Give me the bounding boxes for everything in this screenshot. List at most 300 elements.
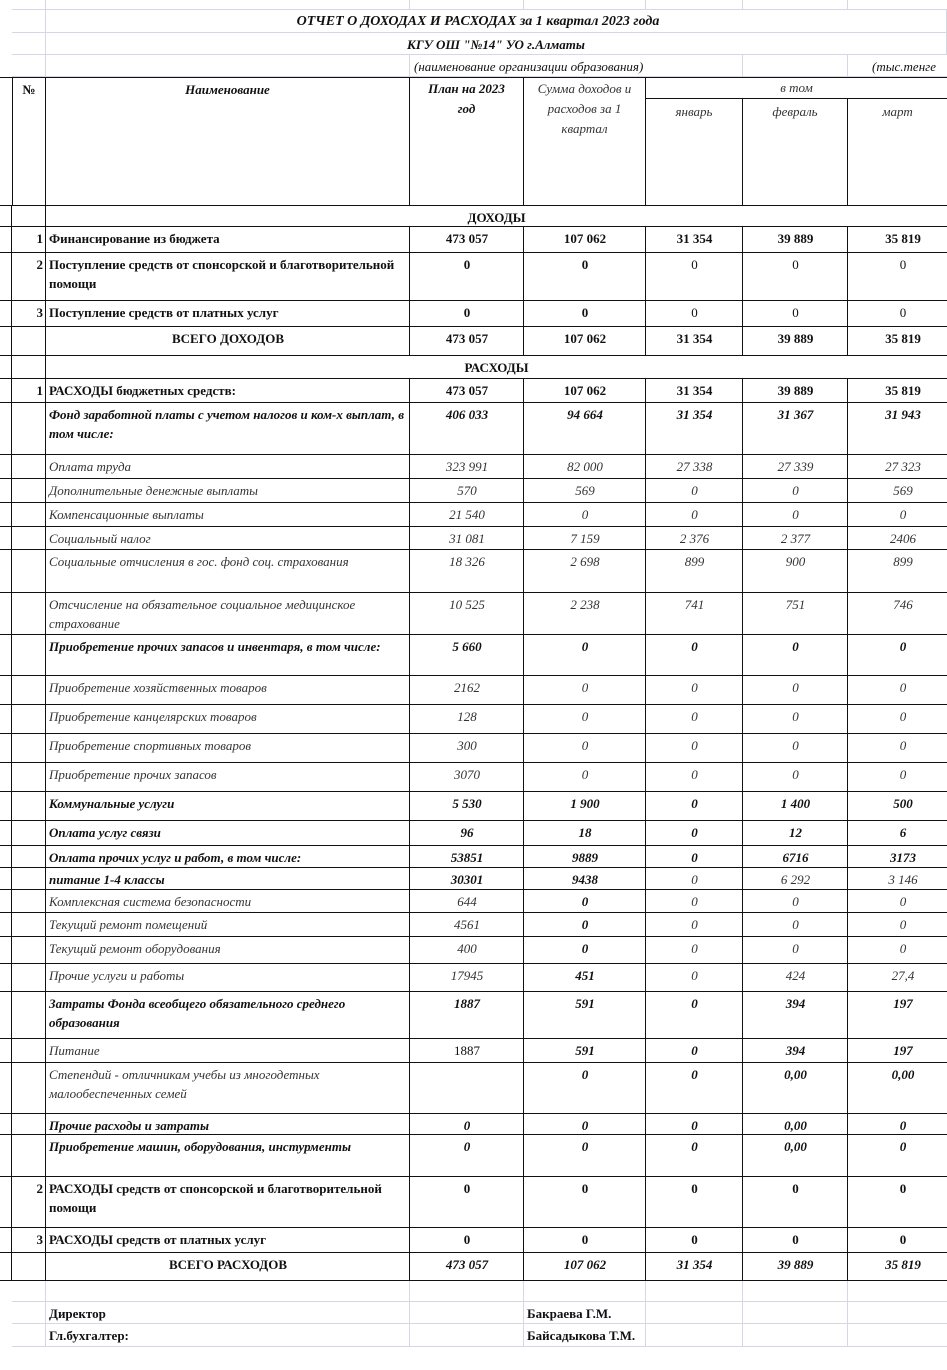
- cell-mar: 899: [893, 554, 913, 569]
- table-rule: [523, 1114, 524, 1134]
- cell-plan: 128: [457, 709, 477, 724]
- cell-no: [12, 527, 46, 549]
- cell-mar: 197: [893, 1043, 913, 1058]
- table-rule: [742, 253, 743, 300]
- table-rule: [847, 846, 848, 867]
- table-row: [0, 550, 947, 593]
- table-row: [0, 846, 947, 868]
- cell-sum: 591: [575, 1043, 595, 1058]
- table-rule: [409, 593, 410, 634]
- table-rule: [11, 1114, 12, 1134]
- table-rule: [645, 1114, 646, 1134]
- table-rule: [523, 403, 524, 454]
- cell-name: Финансирование из бюджета: [49, 231, 220, 246]
- table-rule: [45, 846, 46, 867]
- cell-feb: 39 889: [777, 1257, 814, 1272]
- cell-no: [12, 550, 46, 592]
- grid-cell: [12, 10, 46, 33]
- table-rule: [847, 868, 848, 889]
- cell-mar: 35 819: [885, 383, 921, 398]
- cell-jan: 31 354: [676, 231, 713, 246]
- spacer-row: [0, 0, 947, 10]
- cell-no: [12, 1253, 46, 1280]
- cell-no: [12, 635, 46, 675]
- cell-jan: 899: [684, 554, 705, 569]
- table-rule: [523, 705, 524, 733]
- cell-name: ВСЕГО ДОХОДОВ: [172, 331, 284, 346]
- cell-name: Социальный налог: [49, 531, 151, 546]
- cell-jan: 0: [691, 968, 698, 983]
- table-rule: [645, 503, 646, 526]
- cell-jan: 0: [691, 639, 698, 654]
- table-rule: [45, 527, 46, 549]
- cell-name: Прочие расходы и затраты: [49, 1118, 209, 1133]
- table-rule: [523, 1177, 524, 1227]
- table-rule: [11, 403, 12, 454]
- cell-feb: 1 400: [780, 796, 811, 811]
- cell-feb: 0: [792, 917, 799, 932]
- table-rule: [409, 868, 410, 889]
- table-rule: [45, 1177, 46, 1227]
- cell-jan: 31 354: [676, 407, 713, 422]
- cell-name: РАСХОДЫ средств от спонсорской и благотворительной помощи: [49, 1181, 382, 1215]
- cell-plan: 473 057: [445, 231, 489, 246]
- table-row: [0, 1228, 947, 1253]
- cell-name: РАСХОДЫ бюджетных средств:: [49, 383, 236, 398]
- table-rule: [742, 705, 743, 733]
- table-rule: [11, 356, 12, 378]
- table-rule: [11, 550, 12, 592]
- title-cell: [46, 10, 947, 33]
- table-rule: [11, 705, 12, 733]
- cell-name: Текущий ремонт помещений: [49, 917, 208, 932]
- table-rule: [11, 1177, 12, 1227]
- cell-sum: 107 062: [563, 331, 607, 346]
- table-rule: [847, 550, 848, 592]
- cell-feb: 0: [792, 305, 799, 320]
- table-row: [0, 527, 947, 550]
- table-rule: [742, 1253, 743, 1280]
- table-row: [0, 763, 947, 792]
- table-rule: [45, 1228, 46, 1252]
- cell-mar: 197: [893, 996, 913, 1011]
- table-rule: [523, 676, 524, 704]
- table-rule: [523, 868, 524, 889]
- table-rule: [11, 379, 12, 402]
- table-rule: [847, 821, 848, 845]
- table-rule: [742, 455, 743, 478]
- cell-jan: 0: [691, 1232, 698, 1247]
- table-rule: [409, 890, 410, 912]
- table-rule: [11, 327, 12, 355]
- table-row: [0, 964, 947, 992]
- table-rule: [45, 763, 46, 791]
- table-rule: [645, 479, 646, 502]
- table-rule: [409, 821, 410, 845]
- cell-plan: 400: [457, 941, 477, 956]
- cell-sum: 0: [581, 709, 589, 724]
- cell-mar: 0: [899, 738, 907, 753]
- table-rule: [523, 1253, 524, 1280]
- cell-mar: 27 323: [885, 459, 921, 474]
- cell-mar: 746: [893, 597, 913, 612]
- table-rule: [45, 913, 46, 936]
- table-rule: [742, 227, 743, 252]
- cell-name: Коммунальные услуги: [49, 796, 175, 811]
- cell-plan: 473 057: [445, 1257, 489, 1272]
- grid-cell: [46, 0, 410, 10]
- cell-jan: 0: [691, 305, 698, 320]
- cell-no: [12, 479, 46, 502]
- cell-feb: 0: [792, 894, 799, 909]
- cell-sum: 9438: [572, 872, 598, 887]
- cell-jan: 0: [691, 996, 698, 1011]
- table-rule: [645, 379, 646, 402]
- cell-mar: 35 819: [885, 331, 921, 346]
- table-rule: [523, 821, 524, 845]
- table-rule: [409, 964, 410, 991]
- table-rule: [742, 327, 743, 355]
- table-row: [0, 913, 947, 937]
- cell-no: [12, 846, 46, 867]
- table-rule: [45, 734, 46, 762]
- table-rule: [523, 734, 524, 762]
- cell-mar: 0: [899, 1181, 907, 1196]
- column-header-jan: январь: [646, 99, 743, 205]
- grid-cell: [743, 1281, 848, 1302]
- table-rule: [645, 1177, 646, 1227]
- table-rule: [847, 792, 848, 820]
- table-rule: [847, 379, 848, 402]
- cell-feb: 0: [792, 941, 799, 956]
- cell-jan: 0: [691, 483, 698, 498]
- table-rule: [45, 821, 46, 845]
- cell-no: [12, 992, 46, 1038]
- table-rule: [409, 479, 410, 502]
- cell-feb: 39 889: [777, 383, 814, 398]
- cell-plan: 473 057: [445, 383, 489, 398]
- table-rule: [645, 327, 646, 355]
- spacer-row: [0, 1281, 947, 1302]
- cell-name: Дополнительные денежные выплаты: [49, 483, 258, 498]
- table-rule: [847, 1228, 848, 1252]
- cell-sum: 1 900: [570, 796, 600, 811]
- table-rule: [645, 1253, 646, 1280]
- table-rule: [847, 1177, 848, 1227]
- table-rule: [45, 301, 46, 326]
- table-row: [0, 792, 947, 821]
- column-header-mar: март: [882, 104, 913, 119]
- table-rule: [645, 676, 646, 704]
- table-rule: [409, 846, 410, 867]
- table-rule: [645, 593, 646, 634]
- grid-cell: [410, 1302, 524, 1324]
- table-rule: [45, 1063, 46, 1113]
- table-rule: [11, 868, 12, 889]
- cell-feb: 6716: [782, 850, 809, 865]
- cell-jan: 0: [691, 796, 698, 811]
- cell-name: Приобретение спортивных товаров: [49, 738, 251, 753]
- cell-jan: 31 354: [676, 1257, 713, 1272]
- cell-mar: 35 819: [885, 231, 921, 246]
- accountant-name: Байсадыкова Т.М.: [524, 1324, 646, 1347]
- table-rule: [11, 479, 12, 502]
- table-rule: [742, 821, 743, 845]
- table-rule: [847, 1039, 848, 1062]
- cell-no: 2: [36, 257, 43, 272]
- cell-plan: 0: [463, 1232, 471, 1247]
- cell-feb: 0: [792, 1232, 799, 1247]
- table-rule: [45, 550, 46, 592]
- grid-cell: [646, 0, 743, 10]
- cell-sum: 451: [575, 968, 595, 983]
- table-rule: [45, 937, 46, 963]
- cell-name: Приобретение прочих запасов: [49, 767, 217, 782]
- cell-sum: 0: [581, 1232, 589, 1247]
- cell-jan: 0: [691, 1139, 698, 1154]
- cell-plan: 644: [457, 894, 477, 909]
- table-rule: [645, 527, 646, 549]
- table-rule: [847, 1135, 848, 1176]
- cell-plan: 473 057: [445, 331, 489, 346]
- cell-feb: 39 889: [777, 331, 814, 346]
- table-rule: [11, 792, 12, 820]
- cell-name: РАСХОДЫ средств от платных услуг: [49, 1232, 267, 1247]
- cell-jan: 0: [691, 850, 698, 865]
- table-rule: [409, 253, 410, 300]
- table-row: [0, 868, 947, 890]
- cell-jan: 31 354: [676, 383, 713, 398]
- cell-sum: 7 159: [570, 531, 600, 546]
- cell-no: [12, 937, 46, 963]
- cell-sum: 107 062: [563, 1257, 607, 1272]
- cell-no: [12, 868, 46, 889]
- cell-plan: 4561: [454, 917, 480, 932]
- table-rule: [409, 676, 410, 704]
- table-rule: [742, 763, 743, 791]
- cell-jan: 0: [691, 1043, 698, 1058]
- cell-sum: 591: [575, 996, 595, 1011]
- cell-mar: 27,4: [891, 968, 915, 983]
- title-row: [0, 10, 947, 33]
- cell-no: 1: [36, 231, 43, 246]
- cell-feb: 394: [785, 1043, 806, 1058]
- table-rule: [11, 455, 12, 478]
- table-rule: [847, 890, 848, 912]
- table-rule: [409, 550, 410, 592]
- cell-no: [12, 734, 46, 762]
- table-row: [0, 379, 947, 403]
- table-rule: [847, 734, 848, 762]
- cell-name: Социальные отчисления в гос. фонд соц. страхования: [49, 554, 349, 569]
- accountant-label: Гл.бухгалтер:: [46, 1324, 410, 1347]
- cell-plan: 10 525: [449, 597, 485, 612]
- table-rule: [409, 379, 410, 402]
- table-rule: [409, 792, 410, 820]
- cell-mar: 0: [899, 507, 907, 522]
- table-rule: [523, 1039, 524, 1062]
- cell-feb: 27 339: [777, 459, 814, 474]
- table-rule: [409, 227, 410, 252]
- table-rule: [45, 890, 46, 912]
- cell-no: [12, 327, 46, 355]
- director-name: Бакраева Г.М.: [524, 1302, 646, 1324]
- grid-cell: [410, 1324, 524, 1347]
- table-rule: [847, 593, 848, 634]
- table-rule: [45, 1253, 46, 1280]
- table-rule: [11, 937, 12, 963]
- table-row: [0, 635, 947, 676]
- cell-name: ВСЕГО РАСХОДОВ: [168, 1257, 288, 1272]
- table-rule: [645, 301, 646, 326]
- table-rule: [742, 937, 743, 963]
- table-rule: [742, 913, 743, 936]
- grid-cell: [12, 1302, 46, 1324]
- cell-feb: 31 367: [777, 407, 814, 422]
- cell-jan: 0: [691, 917, 698, 932]
- table-row: [0, 1114, 947, 1135]
- cell-jan: 0: [691, 941, 698, 956]
- cell-no: [12, 503, 46, 526]
- table-rule: [45, 635, 46, 675]
- cell-no: [12, 455, 46, 478]
- director-label: Директор: [46, 1302, 410, 1324]
- table-rule: [523, 227, 524, 252]
- table-row: [0, 479, 947, 503]
- table-rule: [645, 1228, 646, 1252]
- cell-no: [12, 705, 46, 733]
- table-rule: [847, 763, 848, 791]
- cell-plan: 0: [463, 1181, 471, 1196]
- table-header: [0, 77, 947, 206]
- table-row: [0, 734, 947, 763]
- cell-name: Затраты Фонда всеобщего обязательного среднего образования: [49, 996, 346, 1030]
- cell-mar: 0: [899, 639, 907, 654]
- cell-no: [12, 1135, 46, 1176]
- column-header-plan: План на 2023 год: [410, 78, 524, 205]
- table-rule: [523, 992, 524, 1038]
- cell-name: Приобретение хозяйственных товаров: [49, 680, 267, 695]
- cell-sum: 0: [581, 1181, 589, 1196]
- table-rule: [523, 1135, 524, 1176]
- grid-cell: [46, 55, 410, 77]
- cell-no: [12, 964, 46, 991]
- table-rule: [409, 635, 410, 675]
- table-rule: [742, 964, 743, 991]
- cell-no: [12, 821, 46, 845]
- table-row: [0, 301, 947, 327]
- table-rule: [11, 992, 12, 1038]
- organization-caption: (наименование организации образования): [410, 55, 743, 77]
- cell-plan: 2162: [454, 680, 480, 695]
- cell-no: 3: [36, 305, 43, 320]
- cell-mar: 31 943: [885, 407, 921, 422]
- cell-feb: 394: [785, 996, 806, 1011]
- table-rule: [847, 992, 848, 1038]
- cell-name: Компенсационные выплаты: [49, 507, 204, 522]
- table-rule: [523, 1228, 524, 1252]
- organization-cell: [46, 33, 947, 55]
- report-title: ОТЧЕТ О ДОХОДАХ И РАСХОДАХ за 1 квартал 2023 года: [296, 14, 660, 29]
- table-rule: [645, 821, 646, 845]
- table-rule: [645, 227, 646, 252]
- cell-jan: 741: [684, 597, 705, 612]
- table-rule: [742, 379, 743, 402]
- cell-feb: 0: [792, 709, 799, 724]
- cell-sum: 0: [581, 738, 589, 753]
- cell-jan: 0: [691, 825, 698, 840]
- cell-jan: 0: [691, 709, 698, 724]
- grid-cell: [848, 1302, 947, 1324]
- table-rule: [742, 635, 743, 675]
- table-rule: [11, 206, 12, 226]
- table-row: [0, 1253, 947, 1281]
- cell-name: Оплата прочих услуг и работ, в том числе:: [49, 850, 302, 865]
- cell-sum: 9889: [572, 850, 598, 865]
- cell-sum: 2 698: [570, 554, 600, 569]
- table-row: [0, 1135, 947, 1177]
- cell-plan: [410, 1063, 524, 1113]
- table-rule: [11, 1039, 12, 1062]
- grid-cell: [848, 1281, 947, 1302]
- cell-sum: 0: [581, 941, 589, 956]
- table-rule: [11, 734, 12, 762]
- table-rule: [847, 635, 848, 675]
- cell-no: 3: [36, 1232, 43, 1247]
- table-rule: [45, 676, 46, 704]
- cell-feb: 39 889: [777, 231, 814, 246]
- table-rule: [409, 1253, 410, 1280]
- cell-sum: 18: [578, 825, 592, 840]
- table-rule: [742, 1039, 743, 1062]
- cell-sum: 94 664: [567, 407, 603, 422]
- table-rule: [11, 1253, 12, 1280]
- grid-cell: [743, 1324, 848, 1347]
- cell-name: Отсчисление на обязательное социальное медицинское страхование: [49, 597, 356, 631]
- table-rule: [847, 527, 848, 549]
- table-rule: [409, 1228, 410, 1252]
- table-rule: [742, 890, 743, 912]
- cell-name: Прочие услуги и работы: [49, 968, 185, 983]
- grid-cell: [524, 0, 646, 10]
- column-header-in-that: в том: [646, 78, 947, 99]
- table-rule: [409, 1114, 410, 1134]
- section-header-income: [0, 206, 947, 227]
- table-rule: [409, 937, 410, 963]
- table-rule: [523, 937, 524, 963]
- table-rule: [847, 937, 848, 963]
- table-row: [0, 593, 947, 635]
- cell-mar: 0: [899, 941, 907, 956]
- cell-feb: 0: [792, 639, 799, 654]
- table-rule: [742, 1114, 743, 1134]
- table-rule: [11, 301, 12, 326]
- table-row: [0, 705, 947, 734]
- table-row: [0, 676, 947, 705]
- cell-jan: 0: [691, 257, 698, 272]
- cell-plan: 3070: [454, 767, 480, 782]
- organization-name: КГУ ОШ "№14" УО г.Алматы: [407, 37, 585, 52]
- table-rule: [645, 937, 646, 963]
- table-rule: [45, 379, 46, 402]
- cell-sum: 569: [575, 483, 595, 498]
- table-rule: [523, 792, 524, 820]
- cell-feb: 0,00: [784, 1118, 807, 1133]
- cell-no: [12, 890, 46, 912]
- table-rule: [742, 550, 743, 592]
- table-rule: [645, 455, 646, 478]
- cell-mar: 0: [899, 894, 907, 909]
